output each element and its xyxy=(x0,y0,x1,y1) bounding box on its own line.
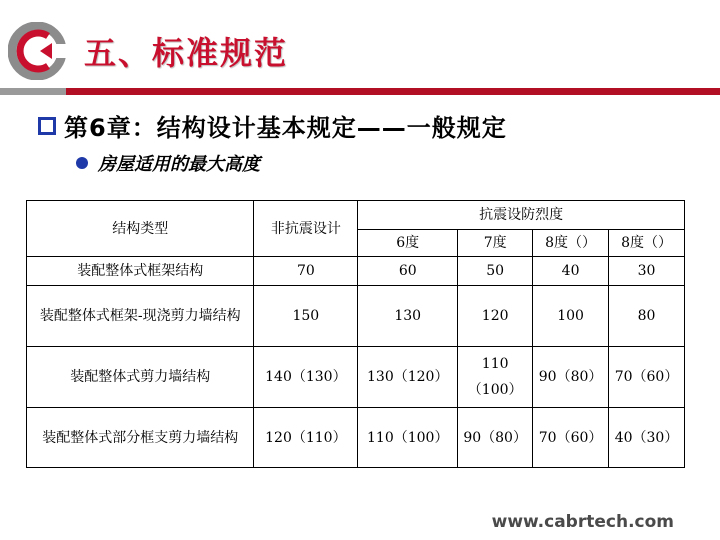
row-name: 装配整体式框架结构 xyxy=(27,257,254,286)
sub-heading-text: 房屋适用的最大高度 xyxy=(98,154,260,175)
cell: 70 xyxy=(254,257,358,286)
cell: 130 xyxy=(358,286,458,347)
company-logo xyxy=(8,22,66,80)
cell: 40（30） xyxy=(609,408,685,468)
header-seismic-intensity: 抗震设防烈度 xyxy=(358,201,685,230)
title-divider-left xyxy=(0,88,66,95)
cell: 90（80） xyxy=(533,347,609,408)
cell: 90（80） xyxy=(458,408,533,468)
cell: 100 xyxy=(533,286,609,347)
cell: 110（100） xyxy=(458,347,533,408)
footer-url: www.cabrtech.com xyxy=(491,512,674,532)
cell: 70（60） xyxy=(609,347,685,408)
cell: 150 xyxy=(254,286,358,347)
title-divider xyxy=(66,88,720,95)
row-name: 装配整体式剪力墙结构 xyxy=(27,347,254,408)
cell: 140（130） xyxy=(254,347,358,408)
header-intensity-7: 7度 xyxy=(458,230,533,257)
header-intensity-6: 6度 xyxy=(358,230,458,257)
square-bullet-icon xyxy=(38,117,56,135)
header-intensity-8b: 8度（） xyxy=(609,230,685,257)
cell: 40 xyxy=(533,257,609,286)
cell: 130（120） xyxy=(358,347,458,408)
table-row xyxy=(27,257,685,286)
cell: 120（110） xyxy=(254,408,358,468)
row-name: 装配整体式部分框支剪力墙结构 xyxy=(27,408,254,468)
table-row xyxy=(27,347,685,408)
cell: 80 xyxy=(609,286,685,347)
sub-heading xyxy=(76,150,260,176)
cell: 30 xyxy=(609,257,685,286)
header-structure-type: 结构类型 xyxy=(27,201,254,257)
row-name: 装配整体式框架-现浇剪力墙结构 xyxy=(27,286,254,347)
round-bullet-icon xyxy=(76,157,88,169)
page-title: 五、标准规范 xyxy=(84,34,289,72)
cell: 70（60） xyxy=(533,408,609,468)
section-heading xyxy=(38,108,507,143)
table-row xyxy=(27,286,685,347)
height-limit-table xyxy=(26,200,685,468)
header-intensity-8a: 8度（） xyxy=(533,230,609,257)
cell: 50 xyxy=(458,257,533,286)
header-non-seismic: 非抗震设计 xyxy=(254,201,358,257)
cell: 110（100） xyxy=(358,408,458,468)
table-row xyxy=(27,408,685,468)
cell: 120 xyxy=(458,286,533,347)
cell: 60 xyxy=(358,257,458,286)
section-heading-text: 第6章：结构设计基本规定——一般规定 xyxy=(64,114,507,142)
